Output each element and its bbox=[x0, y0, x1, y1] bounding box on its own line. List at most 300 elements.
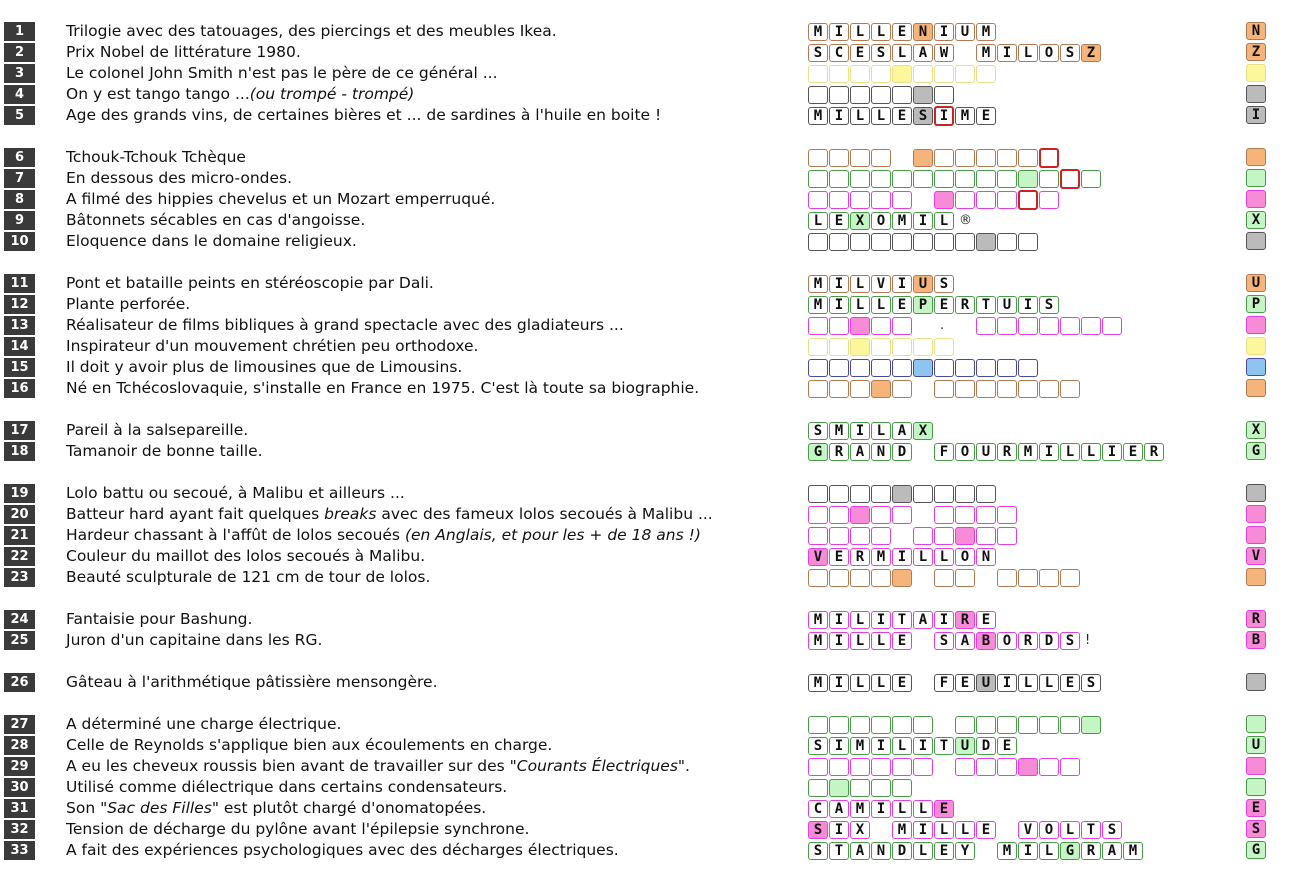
letter-cell[interactable] bbox=[829, 233, 849, 251]
letter-cell[interactable] bbox=[1081, 317, 1101, 335]
letter-cell[interactable] bbox=[1018, 317, 1038, 335]
letter-cell[interactable]: L bbox=[1018, 674, 1038, 692]
letter-cell[interactable] bbox=[1060, 317, 1080, 335]
key-letter-cell[interactable]: X bbox=[1246, 211, 1266, 229]
letter-cell[interactable] bbox=[871, 359, 891, 377]
letter-cell[interactable]: I bbox=[934, 106, 954, 126]
letter-cell[interactable] bbox=[976, 485, 996, 503]
letter-cell[interactable] bbox=[808, 527, 828, 545]
letter-cell[interactable]: S bbox=[934, 632, 954, 650]
letter-cell[interactable]: M bbox=[829, 422, 849, 440]
letter-cell[interactable]: R bbox=[1144, 443, 1164, 461]
letter-cell[interactable]: I bbox=[829, 737, 849, 755]
letter-cell[interactable]: I bbox=[1102, 443, 1122, 461]
letter-cell[interactable]: E bbox=[976, 821, 996, 839]
letter-cell[interactable]: E bbox=[850, 44, 870, 62]
letter-cell[interactable] bbox=[850, 716, 870, 734]
letter-cell[interactable] bbox=[955, 380, 975, 398]
letter-cell[interactable]: M bbox=[1018, 443, 1038, 461]
key-letter-cell[interactable] bbox=[1246, 526, 1266, 544]
letter-cell[interactable] bbox=[871, 233, 891, 251]
letter-cell[interactable]: T bbox=[829, 842, 849, 860]
key-letter-cell[interactable]: N bbox=[1246, 22, 1266, 40]
letter-cell[interactable]: I bbox=[913, 212, 933, 230]
letter-cell[interactable] bbox=[808, 506, 828, 524]
letter-cell[interactable]: M bbox=[808, 275, 828, 293]
letter-cell[interactable]: M bbox=[1123, 842, 1143, 860]
letter-cell[interactable]: L bbox=[871, 422, 891, 440]
letter-cell[interactable] bbox=[934, 380, 954, 398]
letter-cell[interactable]: E bbox=[955, 674, 975, 692]
letter-cell[interactable]: L bbox=[913, 842, 933, 860]
key-letter-cell[interactable] bbox=[1246, 673, 1266, 691]
key-letter-cell[interactable]: G bbox=[1246, 442, 1266, 460]
letter-cell[interactable] bbox=[808, 233, 828, 251]
letter-cell[interactable]: N bbox=[871, 842, 891, 860]
letter-cell[interactable] bbox=[808, 779, 828, 797]
letter-cell[interactable] bbox=[976, 527, 996, 545]
letter-cell[interactable] bbox=[934, 569, 954, 587]
letter-cell[interactable] bbox=[892, 716, 912, 734]
letter-cell[interactable]: D bbox=[1039, 632, 1059, 650]
letter-cell[interactable] bbox=[808, 338, 828, 356]
letter-cell[interactable] bbox=[892, 317, 912, 335]
letter-cell[interactable]: I bbox=[913, 821, 933, 839]
letter-cell[interactable] bbox=[892, 86, 912, 104]
letter-cell[interactable] bbox=[955, 233, 975, 251]
key-letter-cell[interactable] bbox=[1246, 757, 1266, 775]
letter-cell[interactable]: A bbox=[850, 842, 870, 860]
letter-cell[interactable]: T bbox=[1081, 821, 1101, 839]
letter-cell[interactable]: L bbox=[1060, 821, 1080, 839]
letter-cell[interactable] bbox=[1060, 169, 1080, 189]
letter-cell[interactable] bbox=[1018, 190, 1038, 210]
letter-cell[interactable] bbox=[829, 779, 849, 797]
letter-cell[interactable] bbox=[850, 338, 870, 356]
letter-cell[interactable]: R bbox=[1081, 842, 1101, 860]
letter-cell[interactable] bbox=[808, 359, 828, 377]
letter-cell[interactable] bbox=[829, 527, 849, 545]
letter-cell[interactable] bbox=[1018, 233, 1038, 251]
letter-cell[interactable]: L bbox=[934, 821, 954, 839]
letter-cell[interactable] bbox=[850, 317, 870, 335]
letter-cell[interactable] bbox=[1039, 191, 1059, 209]
letter-cell[interactable]: A bbox=[913, 611, 933, 629]
letter-cell[interactable] bbox=[871, 527, 891, 545]
letter-cell[interactable] bbox=[934, 191, 954, 209]
letter-cell[interactable]: M bbox=[892, 821, 912, 839]
letter-cell[interactable] bbox=[934, 527, 954, 545]
letter-cell[interactable] bbox=[808, 716, 828, 734]
letter-cell[interactable] bbox=[934, 149, 954, 167]
letter-cell[interactable]: W bbox=[934, 44, 954, 62]
letter-cell[interactable] bbox=[913, 716, 933, 734]
letter-cell[interactable]: N bbox=[871, 443, 891, 461]
letter-cell[interactable] bbox=[892, 65, 912, 83]
key-letter-cell[interactable]: B bbox=[1246, 631, 1266, 649]
letter-cell[interactable]: S bbox=[1060, 632, 1080, 650]
letter-cell[interactable]: L bbox=[1039, 674, 1059, 692]
key-letter-cell[interactable]: I bbox=[1246, 106, 1266, 124]
letter-cell[interactable] bbox=[871, 758, 891, 776]
letter-cell[interactable] bbox=[808, 86, 828, 104]
key-letter-cell[interactable] bbox=[1246, 337, 1266, 355]
letter-cell[interactable] bbox=[850, 758, 870, 776]
letter-cell[interactable]: V bbox=[871, 275, 891, 293]
letter-cell[interactable]: E bbox=[892, 296, 912, 314]
letter-cell[interactable]: I bbox=[829, 23, 849, 41]
letter-cell[interactable] bbox=[871, 86, 891, 104]
letter-cell[interactable]: O bbox=[1039, 44, 1059, 62]
letter-cell[interactable] bbox=[871, 338, 891, 356]
letter-cell[interactable]: X bbox=[913, 422, 933, 440]
letter-cell[interactable]: L bbox=[850, 611, 870, 629]
letter-cell[interactable]: A bbox=[829, 800, 849, 818]
letter-cell[interactable] bbox=[934, 233, 954, 251]
letter-cell[interactable] bbox=[871, 380, 891, 398]
letter-cell[interactable]: I bbox=[829, 674, 849, 692]
letter-cell[interactable] bbox=[955, 359, 975, 377]
key-letter-cell[interactable] bbox=[1246, 190, 1266, 208]
letter-cell[interactable] bbox=[955, 506, 975, 524]
letter-cell[interactable]: L bbox=[850, 674, 870, 692]
key-letter-cell[interactable]: Z bbox=[1246, 43, 1266, 61]
letter-cell[interactable] bbox=[808, 317, 828, 335]
letter-cell[interactable] bbox=[1018, 149, 1038, 167]
key-letter-cell[interactable]: S bbox=[1246, 820, 1266, 838]
letter-cell[interactable]: U bbox=[955, 23, 975, 41]
letter-cell[interactable] bbox=[955, 569, 975, 587]
letter-cell[interactable]: U bbox=[913, 275, 933, 293]
letter-cell[interactable] bbox=[829, 716, 849, 734]
letter-cell[interactable] bbox=[829, 569, 849, 587]
letter-cell[interactable]: L bbox=[913, 800, 933, 818]
letter-cell[interactable]: O bbox=[997, 632, 1017, 650]
letter-cell[interactable] bbox=[829, 758, 849, 776]
letter-cell[interactable]: R bbox=[955, 611, 975, 629]
letter-cell[interactable] bbox=[829, 149, 849, 167]
key-letter-cell[interactable] bbox=[1246, 358, 1266, 376]
letter-cell[interactable] bbox=[934, 359, 954, 377]
key-letter-cell[interactable] bbox=[1246, 64, 1266, 82]
letter-cell[interactable]: I bbox=[997, 44, 1017, 62]
letter-cell[interactable] bbox=[871, 485, 891, 503]
letter-cell[interactable]: L bbox=[892, 737, 912, 755]
letter-cell[interactable]: A bbox=[892, 422, 912, 440]
key-letter-cell[interactable] bbox=[1246, 778, 1266, 796]
letter-cell[interactable]: R bbox=[997, 443, 1017, 461]
letter-cell[interactable]: L bbox=[955, 821, 975, 839]
letter-cell[interactable] bbox=[871, 716, 891, 734]
letter-cell[interactable] bbox=[997, 233, 1017, 251]
letter-cell[interactable]: L bbox=[871, 23, 891, 41]
letter-cell[interactable] bbox=[913, 485, 933, 503]
letter-cell[interactable] bbox=[913, 758, 933, 776]
letter-cell[interactable]: M bbox=[955, 107, 975, 125]
letter-cell[interactable]: S bbox=[934, 275, 954, 293]
letter-cell[interactable] bbox=[808, 485, 828, 503]
letter-cell[interactable]: P bbox=[913, 296, 933, 314]
letter-cell[interactable] bbox=[892, 506, 912, 524]
letter-cell[interactable]: T bbox=[976, 296, 996, 314]
letter-cell[interactable] bbox=[871, 569, 891, 587]
letter-cell[interactable]: S bbox=[913, 107, 933, 125]
letter-cell[interactable] bbox=[1018, 716, 1038, 734]
letter-cell[interactable]: S bbox=[808, 842, 828, 860]
letter-cell[interactable] bbox=[808, 569, 828, 587]
letter-cell[interactable]: L bbox=[1081, 443, 1101, 461]
letter-cell[interactable]: E bbox=[1060, 674, 1080, 692]
letter-cell[interactable]: S bbox=[1102, 821, 1122, 839]
letter-cell[interactable]: L bbox=[934, 212, 954, 230]
letter-cell[interactable]: I bbox=[1039, 443, 1059, 461]
letter-cell[interactable] bbox=[850, 569, 870, 587]
letter-cell[interactable] bbox=[1060, 716, 1080, 734]
letter-cell[interactable]: L bbox=[850, 296, 870, 314]
letter-cell[interactable]: I bbox=[829, 275, 849, 293]
letter-cell[interactable]: L bbox=[808, 212, 828, 230]
letter-cell[interactable] bbox=[934, 65, 954, 83]
letter-cell[interactable] bbox=[829, 338, 849, 356]
letter-cell[interactable] bbox=[913, 65, 933, 83]
letter-cell[interactable]: U bbox=[976, 443, 996, 461]
key-letter-cell[interactable] bbox=[1246, 148, 1266, 166]
letter-cell[interactable] bbox=[955, 758, 975, 776]
letter-cell[interactable] bbox=[829, 86, 849, 104]
key-letter-cell[interactable]: P bbox=[1246, 295, 1266, 313]
letter-cell[interactable]: A bbox=[955, 632, 975, 650]
letter-cell[interactable]: O bbox=[955, 548, 975, 566]
letter-cell[interactable]: E bbox=[892, 107, 912, 125]
letter-cell[interactable] bbox=[1018, 170, 1038, 188]
key-letter-cell[interactable]: U bbox=[1246, 274, 1266, 292]
letter-cell[interactable]: L bbox=[1039, 842, 1059, 860]
letter-cell[interactable] bbox=[808, 758, 828, 776]
letter-cell[interactable] bbox=[955, 527, 975, 545]
letter-cell[interactable] bbox=[892, 170, 912, 188]
letter-cell[interactable]: T bbox=[934, 737, 954, 755]
letter-cell[interactable] bbox=[850, 86, 870, 104]
letter-cell[interactable] bbox=[997, 527, 1017, 545]
letter-cell[interactable]: D bbox=[976, 737, 996, 755]
letter-cell[interactable]: G bbox=[808, 443, 828, 461]
letter-cell[interactable] bbox=[850, 779, 870, 797]
letter-cell[interactable] bbox=[997, 758, 1017, 776]
letter-cell[interactable]: M bbox=[997, 842, 1017, 860]
letter-cell[interactable]: I bbox=[829, 632, 849, 650]
letter-cell[interactable]: L bbox=[850, 275, 870, 293]
letter-cell[interactable]: I bbox=[892, 275, 912, 293]
letter-cell[interactable]: U bbox=[955, 737, 975, 755]
letter-cell[interactable]: M bbox=[808, 674, 828, 692]
letter-cell[interactable]: A bbox=[913, 44, 933, 62]
letter-cell[interactable]: S bbox=[808, 821, 828, 839]
letter-cell[interactable]: E bbox=[976, 611, 996, 629]
key-letter-cell[interactable] bbox=[1246, 316, 1266, 334]
letter-cell[interactable]: S bbox=[808, 44, 828, 62]
letter-cell[interactable]: E bbox=[976, 107, 996, 125]
key-letter-cell[interactable] bbox=[1246, 379, 1266, 397]
letter-cell[interactable] bbox=[850, 485, 870, 503]
letter-cell[interactable] bbox=[1039, 317, 1059, 335]
letter-cell[interactable] bbox=[1039, 569, 1059, 587]
letter-cell[interactable] bbox=[913, 359, 933, 377]
key-letter-cell[interactable]: U bbox=[1246, 736, 1266, 754]
key-letter-cell[interactable] bbox=[1246, 484, 1266, 502]
letter-cell[interactable]: E bbox=[934, 800, 954, 818]
letter-cell[interactable]: I bbox=[871, 800, 891, 818]
letter-cell[interactable] bbox=[997, 506, 1017, 524]
letter-cell[interactable] bbox=[829, 485, 849, 503]
letter-cell[interactable] bbox=[1018, 380, 1038, 398]
key-letter-cell[interactable] bbox=[1246, 169, 1266, 187]
letter-cell[interactable] bbox=[850, 527, 870, 545]
letter-cell[interactable]: E bbox=[997, 737, 1017, 755]
letter-cell[interactable]: X bbox=[850, 821, 870, 839]
letter-cell[interactable]: M bbox=[808, 23, 828, 41]
letter-cell[interactable]: S bbox=[871, 44, 891, 62]
letter-cell[interactable] bbox=[808, 65, 828, 83]
letter-cell[interactable] bbox=[829, 506, 849, 524]
letter-cell[interactable]: E bbox=[892, 23, 912, 41]
letter-cell[interactable]: O bbox=[871, 212, 891, 230]
letter-cell[interactable]: I bbox=[1018, 296, 1038, 314]
letter-cell[interactable]: V bbox=[1018, 821, 1038, 839]
letter-cell[interactable] bbox=[829, 65, 849, 83]
letter-cell[interactable] bbox=[892, 191, 912, 209]
letter-cell[interactable]: U bbox=[997, 296, 1017, 314]
letter-cell[interactable] bbox=[976, 716, 996, 734]
letter-cell[interactable]: A bbox=[1102, 842, 1122, 860]
letter-cell[interactable] bbox=[997, 359, 1017, 377]
letter-cell[interactable]: L bbox=[892, 800, 912, 818]
letter-cell[interactable] bbox=[913, 338, 933, 356]
letter-cell[interactable]: C bbox=[808, 800, 828, 818]
letter-cell[interactable]: V bbox=[808, 548, 828, 566]
letter-cell[interactable] bbox=[955, 191, 975, 209]
letter-cell[interactable]: N bbox=[976, 548, 996, 566]
letter-cell[interactable]: S bbox=[1081, 674, 1101, 692]
letter-cell[interactable]: M bbox=[850, 800, 870, 818]
letter-cell[interactable]: L bbox=[871, 674, 891, 692]
letter-cell[interactable]: I bbox=[829, 611, 849, 629]
letter-cell[interactable] bbox=[892, 758, 912, 776]
letter-cell[interactable]: I bbox=[829, 821, 849, 839]
letter-cell[interactable]: I bbox=[1018, 842, 1038, 860]
letter-cell[interactable] bbox=[913, 233, 933, 251]
letter-cell[interactable]: D bbox=[892, 443, 912, 461]
letter-cell[interactable]: M bbox=[976, 44, 996, 62]
letter-cell[interactable]: I bbox=[913, 737, 933, 755]
key-letter-cell[interactable]: G bbox=[1246, 841, 1266, 859]
letter-cell[interactable] bbox=[829, 380, 849, 398]
letter-cell[interactable] bbox=[1060, 569, 1080, 587]
letter-cell[interactable] bbox=[871, 170, 891, 188]
letter-cell[interactable]: G bbox=[1060, 842, 1080, 860]
letter-cell[interactable] bbox=[871, 779, 891, 797]
letter-cell[interactable]: L bbox=[892, 44, 912, 62]
letter-cell[interactable]: F bbox=[934, 674, 954, 692]
letter-cell[interactable]: L bbox=[850, 632, 870, 650]
letter-cell[interactable] bbox=[1039, 148, 1059, 168]
letter-cell[interactable]: E bbox=[829, 548, 849, 566]
letter-cell[interactable] bbox=[1039, 380, 1059, 398]
letter-cell[interactable]: M bbox=[892, 212, 912, 230]
letter-cell[interactable]: E bbox=[934, 842, 954, 860]
letter-cell[interactable] bbox=[997, 716, 1017, 734]
letter-cell[interactable] bbox=[1039, 716, 1059, 734]
letter-cell[interactable]: I bbox=[871, 737, 891, 755]
letter-cell[interactable] bbox=[955, 170, 975, 188]
letter-cell[interactable] bbox=[808, 149, 828, 167]
letter-cell[interactable]: L bbox=[871, 632, 891, 650]
key-letter-cell[interactable]: V bbox=[1246, 547, 1266, 565]
letter-cell[interactable] bbox=[892, 485, 912, 503]
letter-cell[interactable] bbox=[850, 191, 870, 209]
letter-cell[interactable] bbox=[892, 359, 912, 377]
letter-cell[interactable] bbox=[829, 317, 849, 335]
letter-cell[interactable] bbox=[976, 380, 996, 398]
letter-cell[interactable] bbox=[808, 191, 828, 209]
letter-cell[interactable] bbox=[976, 317, 996, 335]
letter-cell[interactable]: I bbox=[934, 611, 954, 629]
letter-cell[interactable] bbox=[850, 233, 870, 251]
letter-cell[interactable] bbox=[976, 233, 996, 251]
letter-cell[interactable]: S bbox=[1060, 44, 1080, 62]
letter-cell[interactable]: L bbox=[850, 107, 870, 125]
letter-cell[interactable]: X bbox=[850, 212, 870, 230]
letter-cell[interactable]: L bbox=[1018, 44, 1038, 62]
letter-cell[interactable] bbox=[976, 758, 996, 776]
letter-cell[interactable] bbox=[934, 170, 954, 188]
letter-cell[interactable] bbox=[913, 170, 933, 188]
letter-cell[interactable]: I bbox=[829, 107, 849, 125]
letter-cell[interactable] bbox=[955, 716, 975, 734]
letter-cell[interactable] bbox=[850, 506, 870, 524]
letter-cell[interactable] bbox=[871, 149, 891, 167]
letter-cell[interactable] bbox=[1018, 569, 1038, 587]
letter-cell[interactable] bbox=[997, 317, 1017, 335]
letter-cell[interactable]: B bbox=[976, 632, 996, 650]
letter-cell[interactable]: I bbox=[829, 296, 849, 314]
letter-cell[interactable]: R bbox=[1018, 632, 1038, 650]
letter-cell[interactable]: M bbox=[808, 632, 828, 650]
letter-cell[interactable]: M bbox=[808, 611, 828, 629]
letter-cell[interactable] bbox=[829, 170, 849, 188]
letter-cell[interactable]: E bbox=[892, 632, 912, 650]
key-letter-cell[interactable] bbox=[1246, 85, 1266, 103]
key-letter-cell[interactable]: E bbox=[1246, 799, 1266, 817]
letter-cell[interactable]: C bbox=[829, 44, 849, 62]
letter-cell[interactable]: I bbox=[892, 548, 912, 566]
letter-cell[interactable]: D bbox=[892, 842, 912, 860]
letter-cell[interactable] bbox=[976, 359, 996, 377]
letter-cell[interactable]: S bbox=[1039, 296, 1059, 314]
letter-cell[interactable]: E bbox=[934, 296, 954, 314]
letter-cell[interactable] bbox=[997, 191, 1017, 209]
letter-cell[interactable] bbox=[1081, 716, 1101, 734]
letter-cell[interactable]: Y bbox=[955, 842, 975, 860]
letter-cell[interactable] bbox=[871, 191, 891, 209]
letter-cell[interactable]: I bbox=[850, 422, 870, 440]
letter-cell[interactable]: L bbox=[913, 548, 933, 566]
key-letter-cell[interactable] bbox=[1246, 715, 1266, 733]
letter-cell[interactable] bbox=[871, 65, 891, 83]
letter-cell[interactable]: O bbox=[955, 443, 975, 461]
letter-cell[interactable] bbox=[808, 380, 828, 398]
letter-cell[interactable]: Z bbox=[1081, 44, 1101, 62]
letter-cell[interactable]: R bbox=[955, 296, 975, 314]
